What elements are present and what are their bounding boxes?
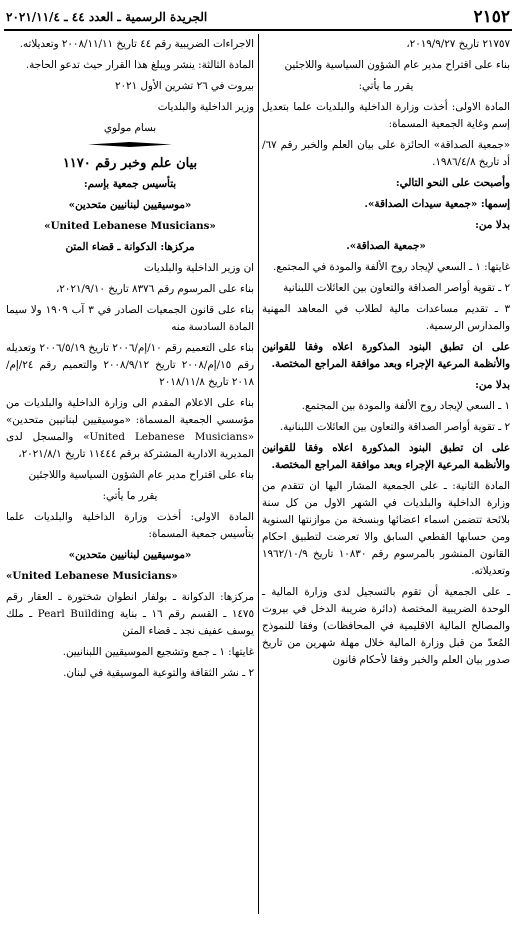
- section-separator: [88, 142, 172, 147]
- paragraph: يقرر ما يأتي:: [102, 490, 158, 502]
- page-number: ٢١٥٢: [473, 7, 510, 27]
- paragraph: وزير الداخلية والبلديات: [157, 101, 254, 113]
- paragraph: بناء على اقتراح مدير عام الشؤون السياسية واللاجئين: [284, 59, 510, 71]
- paragraph: ٢ ـ نشر الثقافة والتوعية الموسيقية في لبنان.: [63, 667, 254, 679]
- paragraph: بتأسيس جمعية بإسم:: [83, 178, 177, 190]
- paragraph: إسمها: «جمعية سيدات الصداقة».: [364, 198, 510, 210]
- left-column: [6, 36, 254, 686]
- paragraph: «موسيقيين لبنانيين متحدين»: [68, 199, 192, 211]
- paragraph: المادة الثالثة: ينشر ويبلغ هذا القرار حيث تدعو الحاجة.: [25, 59, 254, 71]
- paragraph: مركزها: الدكوانة ـ قضاء المتن: [65, 241, 195, 253]
- paragraph: «United Lebanese Musicians»: [6, 570, 178, 582]
- paragraph: يقرر ما يأتي:: [358, 80, 414, 92]
- paragraph: بدلا من:: [475, 219, 510, 231]
- paragraph: غايتها: ١ ـ جمع وتشجيع الموسيقيين اللبنانيين.: [62, 646, 254, 658]
- paragraph: بيروت في ٢٦ تشرين الأول ٢٠٢١: [114, 80, 254, 92]
- paragraph: ١ ـ السعي لإيجاد روح الألفة والمودة بين المجتمع.: [301, 400, 510, 412]
- paragraph: «جمعية الصداقة» الحائزة على بيان العلم والخبر رقم ٦٧/أد تاريخ ١٩٨٦/٤/٨.: [262, 139, 510, 168]
- paragraph: الاجراءات الضريبية رقم ٤٤ تاريخ ٢٠٠٨/١١/١١ وتعديلاته.: [19, 38, 254, 50]
- paragraph: ـ على الجمعية أن تقوم بالتسجيل لدى وزارة المالية ـ الوحدة الضريبية المختصة (دائرة ضريبة الدخل في بيروت والمصالح المالية الاقليمية في المحافظات) وفقا للنموذج المُعدّ من قبل وزارة المالية خلال مهلة شهرين من تاريخ صدور بيان العلم والخبر وفقا لأحكام قانون: [262, 586, 510, 666]
- page-header: [6, 6, 510, 28]
- column-divider: [258, 34, 259, 914]
- paragraph: على ان تطبق البنود المذكورة اعلاه وفقا للقوانين والأنظمة المرعية الإجراء وبعد موافقة المراجع المختصة.: [262, 341, 510, 370]
- paragraph: بناء على اقتراح مدير عام الشؤون السياسية واللاجئين: [28, 469, 254, 481]
- paragraph: «United Lebanese Musicians»: [44, 220, 216, 232]
- paragraph: المادة الاولى: أخذت وزارة الداخلية والبلديات علما بتأسيس جمعية المسماة:: [6, 511, 254, 540]
- journal-title: الجريدة الرسمية ـ العدد ٤٤ ـ ٢٠٢١/١١/٤: [6, 10, 208, 24]
- paragraph: ٣ ـ تقديم مساعدات مالية لطلاب في المعاهد المهنية والمدارس الرسمية.: [262, 303, 510, 332]
- paragraph: «موسيقيين لبنانيين متحدين»: [68, 549, 192, 561]
- header-divider: [4, 29, 512, 31]
- paragraph: بدلا من:: [475, 379, 510, 391]
- paragraph: بناء على قانون الجمعيات الصادر في ٣ آب ١٩٠٩ ولا سيما المادة السادسة منه: [6, 304, 255, 333]
- paragraph: «جمعية الصداقة».: [346, 240, 426, 252]
- paragraph: ان وزير الداخلية والبلديات: [144, 262, 254, 274]
- paragraph: مركزها: الدكوانة ـ بولفار انطوان شختورة ـ العقار رقم ١٤٧٥ ـ القسم رقم ١٦ ـ بناية Pearl Building ـ ملك يوسف عفيف نجد ـ قضاء المتن: [6, 591, 254, 637]
- paragraph: المادة الثانية: ـ على الجمعية المشار اليها ان تتقدم من وزارة الداخلية والبلديات في الشهر الاول من كل سنة بلائحة تتضمن اسماء اعضائها وبنسخة من موازنتها السنوية ومن حسابها القطعي السابق والا تعرضت لتطبيق احكام القانون المنشور بالمرسوم رقم ١٠٨٣٠ تاريخ ١٩٦٢/١٠/٩ وتعديلاته.: [262, 480, 510, 577]
- paragraph: غايتها: ١ ـ السعي لإيجاد روح الألفة والمودة في المجتمع.: [272, 261, 510, 273]
- paragraph: بيان علم وخبر رقم ١١٧٠: [62, 156, 198, 171]
- paragraph: ٢١٧٥٧ تاريخ ٢٠١٩/٩/٢٧،: [406, 38, 510, 50]
- paragraph: المادة الاولى: أخذت وزارة الداخلية والبلديات علما بتعديل إسم وغاية الجمعية المسماة:: [262, 101, 510, 130]
- paragraph: ٢ ـ تقوية أواصر الصداقة والتعاون بين العائلات اللبنانية: [283, 282, 510, 294]
- paragraph: وأصبحت على النحو التالي:: [395, 177, 510, 189]
- paragraph: بناء على المرسوم رقم ٨٣٧٦ تاريخ ٢٠٢١/٩/١٠،: [55, 283, 254, 295]
- paragraph: ٢ ـ تقوية أواصر الصداقة والتعاون بين العائلات اللبنانية.: [279, 421, 510, 433]
- paragraph: على ان تطبق البنود المذكورة اعلاه وفقا للقوانين والأنظمة المرعية الإجراء وبعد موافقة المراجع المختصة.: [262, 442, 510, 471]
- paragraph: بسام مولوي: [103, 122, 157, 134]
- paragraph: بناء على التعميم رقم ١٠/إم/٢٠٠٦ تاريخ ٢٠٠٦/٥/١٩ وتعديله رقم ١٥/إم/٢٠٠٨ تاريخ ٢٠٠٨/٩/١٢ والتعميم رقم ٢٤/إم/٢٠١٨ تاريخ ٢٠١٨/١١/٨: [6, 342, 254, 388]
- paragraph: بناء على الاعلام المقدم الى وزارة الداخلية والبلديات من مؤسسي الجمعية المسماة: «موسيقيين لبنانيين متحدين» «United Lebanese Musicians» والمسجل لدى المديرية الادارية المشتركة برقم ١١٤٤٤ تاريخ ٢٠٢١/٨/١،: [6, 397, 254, 460]
- right-column: [262, 36, 510, 673]
